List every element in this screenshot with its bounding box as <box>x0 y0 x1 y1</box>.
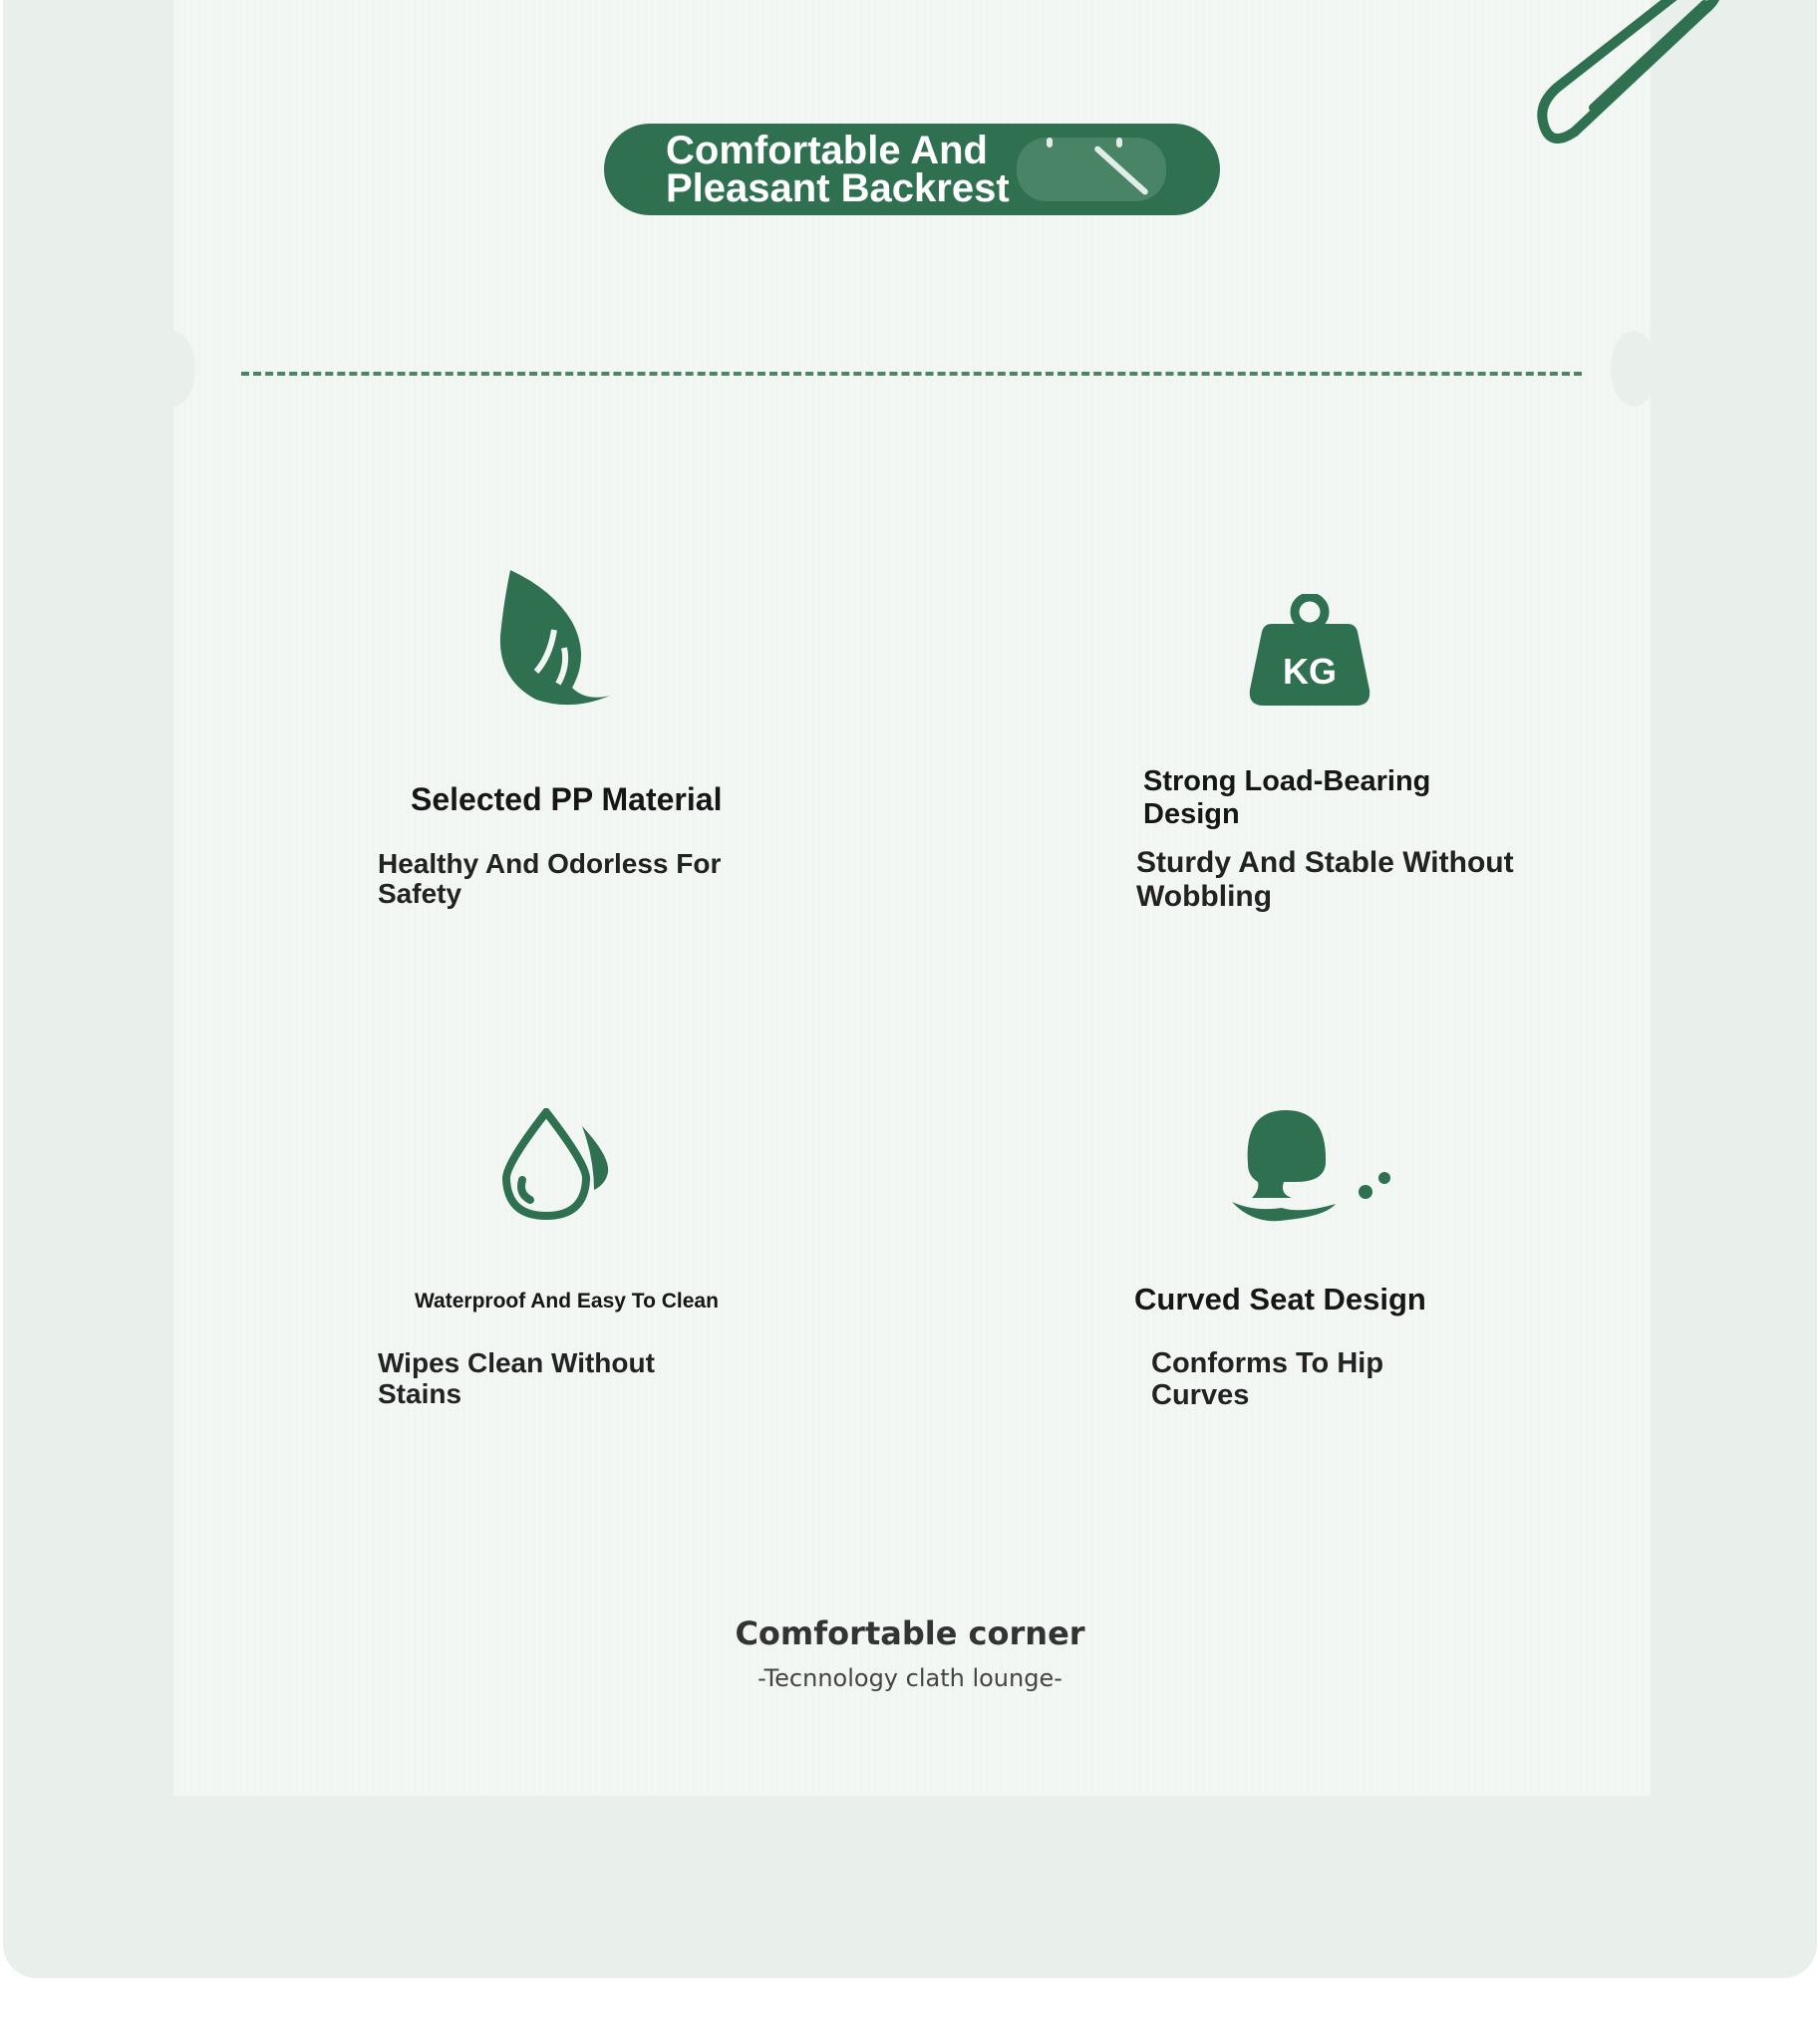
curved-seat-icon <box>1232 1110 1390 1221</box>
feature-title: Waterproof And Easy To Clean <box>415 1290 719 1312</box>
right-notch <box>1611 331 1657 407</box>
leaf-icon <box>498 570 613 710</box>
banner-dot <box>1116 138 1122 147</box>
feature-description: Conforms To Hip Curves <box>1151 1347 1384 1411</box>
weight-kg-icon <box>1248 594 1371 708</box>
feature-title: Strong Load-Bearing Design <box>1143 765 1431 830</box>
banner-dot <box>1047 138 1053 147</box>
left-notch <box>150 331 195 407</box>
paperclip-icon <box>1535 0 1734 149</box>
weight-label: KG <box>1283 651 1337 692</box>
feature-description: Wipes Clean Without Stains <box>378 1347 655 1409</box>
footer-title: Comfortable corner <box>735 1614 1085 1652</box>
feature-description: Sturdy And Stable Without Wobbling <box>1136 846 1514 913</box>
feature-description: Healthy And Odorless For Safety <box>378 848 722 909</box>
page-title: Comfortable And Pleasant Backrest <box>666 129 1010 210</box>
title-banner <box>604 124 1220 215</box>
feature-title: Curved Seat Design <box>1134 1282 1426 1316</box>
water-drop-icon <box>502 1108 614 1220</box>
dashed-divider <box>241 372 1582 376</box>
footer-subtitle: -Tecnnology clath lounge- <box>758 1664 1062 1692</box>
feature-title: Selected PP Material <box>411 781 723 817</box>
